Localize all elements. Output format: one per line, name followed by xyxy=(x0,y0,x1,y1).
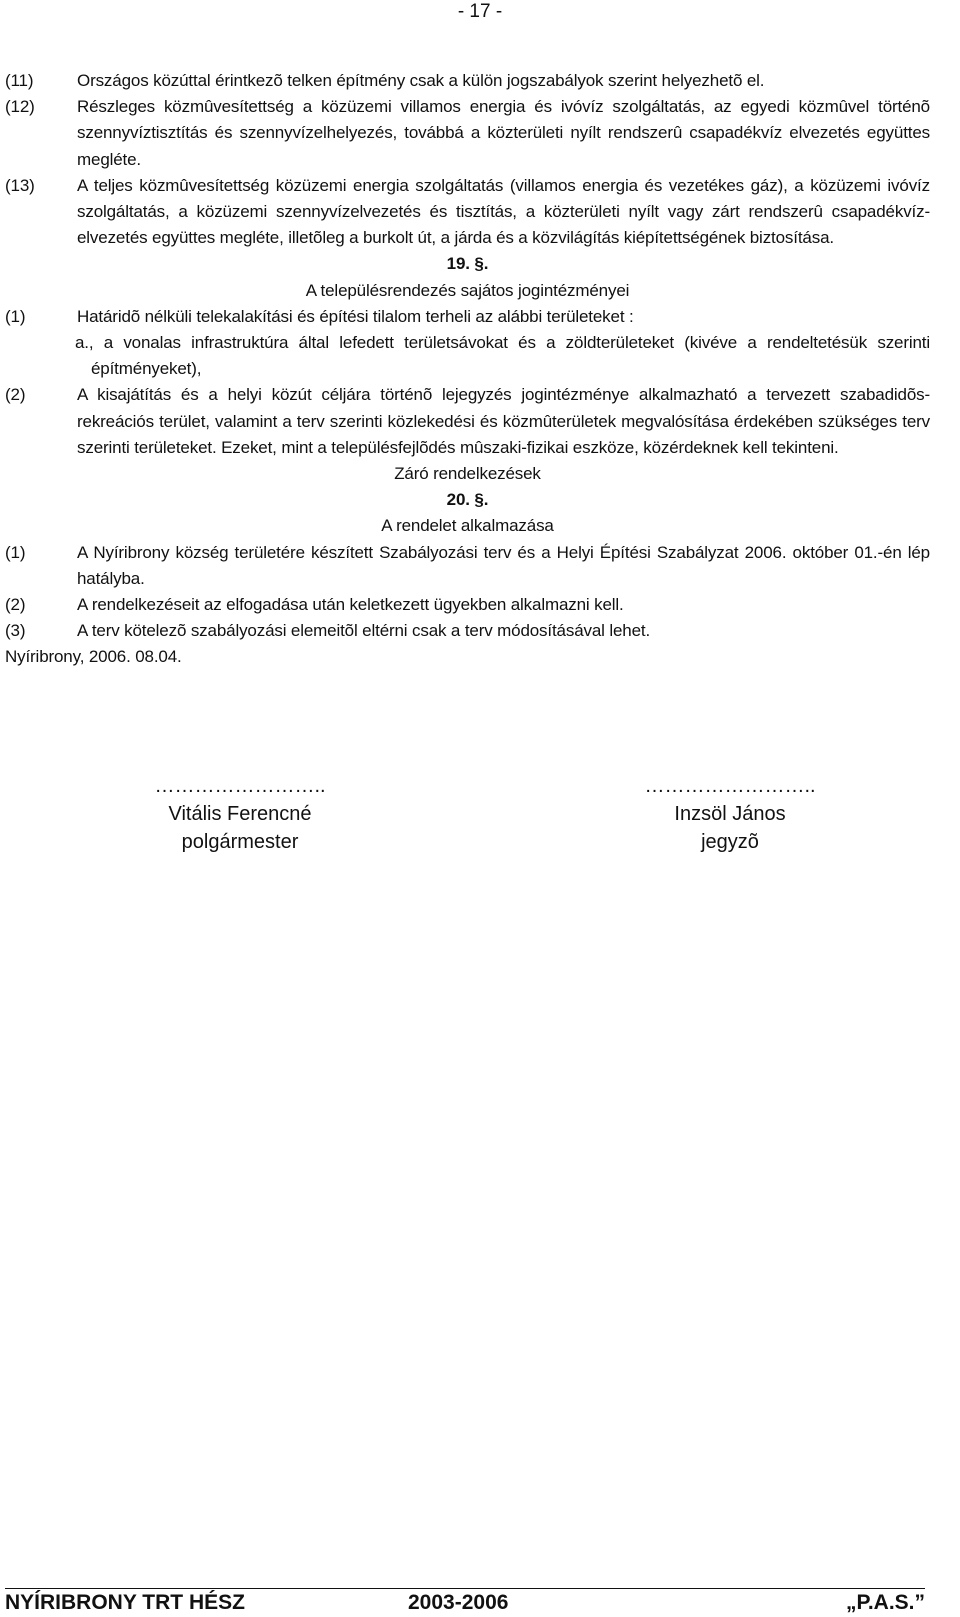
section-19-paragraph-1 xyxy=(5,304,930,330)
page-footer xyxy=(5,1590,925,1616)
signature-block-notary xyxy=(600,772,860,856)
section-19-paragraph-2 xyxy=(5,382,930,461)
paragraph-13 xyxy=(5,173,930,252)
section-20-paragraph-1 xyxy=(5,540,930,592)
paragraph-11 xyxy=(5,68,930,94)
section-19-number: 19. §. xyxy=(446,254,489,274)
closing-heading: Záró rendelkezések xyxy=(394,464,541,484)
signature-block-mayor xyxy=(110,772,370,856)
footer-divider xyxy=(5,1588,925,1589)
footer-author: „P.A.S.” xyxy=(846,1591,925,1614)
paragraph-number: (2) xyxy=(5,595,26,615)
paragraph-text: A terv kötelezõ szabályozási elemeitõl eltérni csak a terv módosításával lehet. xyxy=(77,621,651,641)
place-date: Nyíribrony, 2006. 08.04. xyxy=(5,647,182,667)
section-20-paragraph-3 xyxy=(5,618,930,644)
footer-years: 2003-2006 xyxy=(408,1591,509,1614)
footer-document-name: NYÍRIBRONY TRT HÉSZ xyxy=(5,1591,245,1614)
document-body xyxy=(5,68,930,671)
section-20-number: 20. §. xyxy=(446,490,489,510)
paragraph-number: (3) xyxy=(5,621,26,641)
section-19-title: A településrendezés sajátos jogintézményei xyxy=(305,280,630,300)
paragraph-number: (13) xyxy=(5,175,35,195)
page-number: - 17 - xyxy=(457,1,503,22)
paragraph-number: (1) xyxy=(5,306,26,326)
paragraph-number: (11) xyxy=(5,71,34,90)
signature-line: …………………….. xyxy=(644,775,816,797)
paragraph-text: A rendelkezéseit az elfogadása után keletkezett ügyekben alkalmazni kell. xyxy=(77,595,624,615)
paragraph-text: Határidõ nélküli telekalakítási és építési tilalom terheli az alábbi területeket : xyxy=(77,306,634,326)
paragraph-number: (12) xyxy=(5,97,35,117)
section-19-item-a: a., a vonalas infrastruktúra által lefedett területsávokat és a zöldterületeket (kivéve a rendeltetésük szerinti építményeket), xyxy=(75,333,930,379)
paragraph-text: Részleges közmûvesítettség a közüzemi villamos energia és ivóvíz szolgáltatás, az egyedi közmûvel történõ szennyvíztisztítás és szennyvízelhelyezés, továbbá a közterületi nyílt rendszerû csapadékvíz elvezetés együttes megléte. xyxy=(77,97,930,169)
paragraph-text: A Nyíribrony község területére készített Szabályozási terv és a Helyi Építési Szabályzat 2006. október 01.-én lép hatályba. xyxy=(77,542,930,588)
signatory-name: Inzsöl János xyxy=(674,803,786,825)
paragraph-text: A teljes közmûvesítettség közüzemi energia szolgáltatás (villamos energia és vezetékes gáz), a közüzemi ivóvíz szolgáltatás, a közüzemi szennyvízelvezetés és tisztítás, a közterületi nyílt vagy zárt rendszerû csapadékvíz-elvezetés együttes megléte, illetõleg a burkolt út, a járda és a közvilágítás kiépítettségének biztosítása. xyxy=(77,175,930,248)
paragraph-text: A kisajátítás és a helyi közút céljára történõ lejegyzés jogintézménye alkalmazható a tervezett szabadidõs-rekreációs terület, valamint a terv szerinti közlekedési és közmûterületek megvalósítása érdekében szükséges terv szerinti területeket. Ezeket, mint a településfejlõdés mûszaki-fizikai eszköze, közérdeknek kell tekinteni. xyxy=(77,385,930,457)
section-20-title: A rendelet alkalmazása xyxy=(381,516,554,536)
paragraph-number: (2) xyxy=(5,385,26,405)
paragraph-text: Országos közúttal érintkezõ telken építmény csak a külön jogszabályok szerint helyezhetõ el. xyxy=(77,71,765,90)
signatory-name: Vitális Ferencné xyxy=(168,803,312,825)
signatory-title: jegyzõ xyxy=(701,831,759,853)
signatory-title: polgármester xyxy=(181,831,299,853)
paragraph-number: (1) xyxy=(5,542,26,562)
signature-line: …………………….. xyxy=(154,775,326,797)
paragraph-12 xyxy=(5,94,930,173)
section-20-paragraph-2 xyxy=(5,592,930,618)
